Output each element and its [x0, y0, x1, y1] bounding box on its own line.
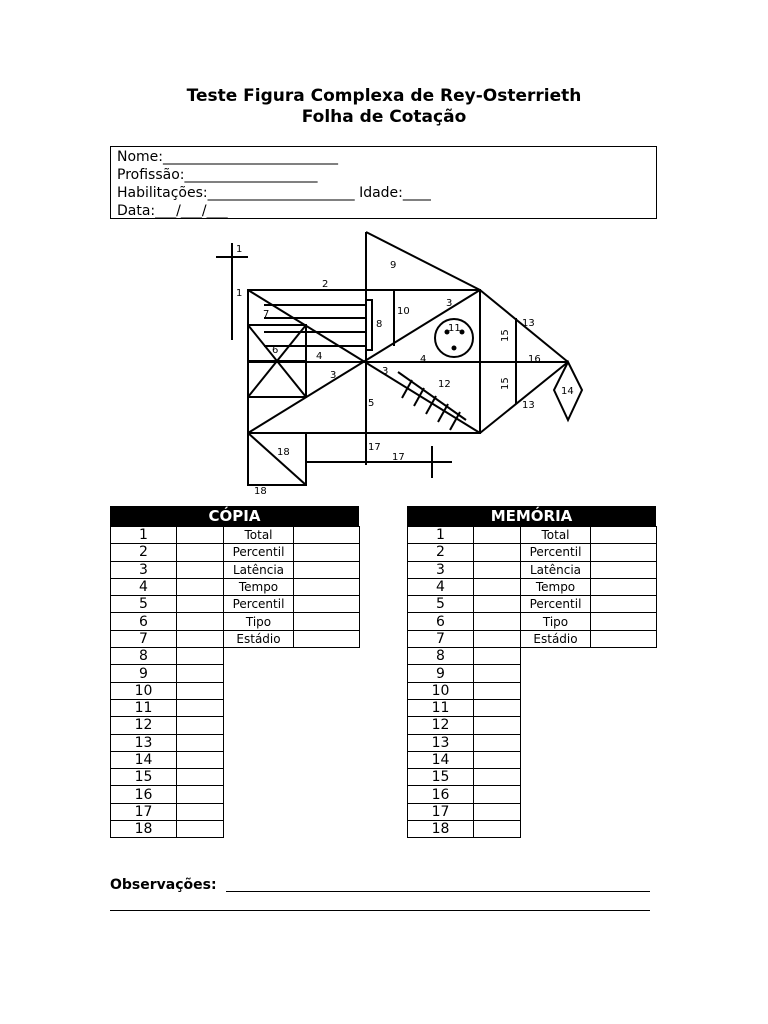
score-row	[111, 821, 360, 838]
figure-label: 6	[272, 345, 279, 356]
item-score-cell[interactable]	[177, 561, 224, 578]
figure-line	[480, 362, 568, 433]
habilitacoes-field[interactable]: Habilitações:_____________________ Idade:____	[117, 185, 431, 201]
summary-label: Total	[224, 527, 294, 544]
empty-cell	[224, 665, 360, 682]
empty-cell	[224, 682, 360, 699]
item-score-cell[interactable]	[474, 665, 521, 682]
item-number: 1	[408, 527, 474, 544]
profissao-field[interactable]: Profissão:___________________	[117, 167, 318, 183]
item-number: 12	[111, 717, 177, 734]
score-row	[408, 648, 657, 665]
summary-label: Estádio	[224, 630, 294, 647]
item-score-cell[interactable]	[177, 821, 224, 838]
empty-cell	[521, 786, 657, 803]
score-row	[111, 717, 360, 734]
item-number: 8	[408, 648, 474, 665]
figure-label: 13	[522, 400, 535, 411]
figure-label: 10	[397, 306, 410, 317]
figure-label: 3	[330, 370, 337, 381]
item-score-cell[interactable]	[474, 751, 521, 768]
item-number: 2	[408, 544, 474, 561]
empty-cell	[224, 786, 360, 803]
item-number: 3	[111, 561, 177, 578]
score-row	[408, 734, 657, 751]
page-subtitle: Folha de Cotação	[301, 107, 467, 127]
item-number: 5	[111, 596, 177, 613]
item-score-cell[interactable]	[474, 613, 521, 630]
copia-header: CÓPIA	[110, 506, 359, 526]
empty-cell	[224, 734, 360, 751]
item-score-cell[interactable]	[474, 717, 521, 734]
figure-label: 17	[368, 442, 381, 453]
summary-label: Tempo	[224, 578, 294, 595]
summary-value-cell[interactable]	[294, 544, 360, 561]
item-number: 10	[111, 682, 177, 699]
item-number: 1	[111, 527, 177, 544]
item-score-cell[interactable]	[177, 578, 224, 595]
item-number: 10	[408, 682, 474, 699]
item-score-cell[interactable]	[177, 613, 224, 630]
item-number: 2	[111, 544, 177, 561]
item-score-cell[interactable]	[474, 682, 521, 699]
empty-cell	[521, 803, 657, 820]
item-number: 16	[111, 786, 177, 803]
score-row	[111, 630, 360, 647]
item-number: 7	[408, 630, 474, 647]
item-number: 4	[408, 578, 474, 595]
score-row	[408, 630, 657, 647]
summary-value-cell[interactable]	[591, 561, 657, 578]
score-row	[111, 682, 360, 699]
summary-value-cell[interactable]	[294, 561, 360, 578]
item-score-cell[interactable]	[177, 803, 224, 820]
summary-label: Percentil	[521, 596, 591, 613]
empty-cell	[521, 682, 657, 699]
figure-line	[398, 372, 466, 420]
nome-field[interactable]: Nome:_________________________	[117, 149, 339, 165]
summary-label: Tipo	[224, 613, 294, 630]
figure-line	[248, 433, 306, 485]
item-number: 15	[408, 769, 474, 786]
item-number: 5	[408, 596, 474, 613]
score-row	[408, 665, 657, 682]
summary-value-cell[interactable]	[591, 596, 657, 613]
figure-label: 4	[420, 354, 427, 365]
empty-cell	[224, 717, 360, 734]
item-score-cell[interactable]	[177, 630, 224, 647]
observacoes-label: Observações:	[110, 877, 217, 893]
summary-value-cell[interactable]	[294, 596, 360, 613]
figure-label: 1	[236, 288, 243, 299]
empty-cell	[521, 769, 657, 786]
score-row	[111, 648, 360, 665]
figure-label: 9	[390, 260, 397, 271]
item-number: 13	[408, 734, 474, 751]
score-row	[111, 527, 360, 544]
score-row	[408, 769, 657, 786]
empty-cell	[224, 821, 360, 838]
item-score-cell[interactable]	[474, 769, 521, 786]
figure-label: 5	[368, 398, 375, 409]
figure-label: 11	[448, 323, 461, 334]
empty-cell	[521, 699, 657, 716]
score-row	[111, 751, 360, 768]
observacoes-line-2[interactable]	[110, 896, 650, 911]
item-score-cell[interactable]	[474, 561, 521, 578]
item-score-cell[interactable]	[474, 527, 521, 544]
item-number: 18	[408, 821, 474, 838]
summary-label: Percentil	[521, 544, 591, 561]
figure-label: 8	[376, 319, 383, 330]
item-score-cell[interactable]	[474, 544, 521, 561]
item-score-cell[interactable]	[177, 648, 224, 665]
summary-label: Latência	[224, 561, 294, 578]
empty-cell	[521, 665, 657, 682]
score-row	[111, 699, 360, 716]
figure-label: 2	[322, 279, 329, 290]
item-score-cell[interactable]	[177, 769, 224, 786]
empty-cell	[521, 821, 657, 838]
figure-label: 7	[263, 309, 270, 320]
figure-label: 18	[254, 486, 267, 497]
item-number: 3	[408, 561, 474, 578]
item-number: 11	[111, 699, 177, 716]
figure-dot	[452, 346, 457, 351]
item-score-cell[interactable]	[177, 699, 224, 716]
empty-cell	[224, 769, 360, 786]
item-score-cell[interactable]	[177, 544, 224, 561]
item-number: 9	[111, 665, 177, 682]
summary-label: Tempo	[521, 578, 591, 595]
score-row	[111, 665, 360, 682]
item-number: 17	[111, 803, 177, 820]
empty-cell	[521, 648, 657, 665]
figure-label: 12	[438, 379, 451, 390]
item-number: 16	[408, 786, 474, 803]
empty-cell	[224, 648, 360, 665]
empty-cell	[224, 699, 360, 716]
summary-value-cell[interactable]	[294, 527, 360, 544]
score-row	[408, 544, 657, 561]
item-score-cell[interactable]	[474, 596, 521, 613]
item-score-cell[interactable]	[474, 803, 521, 820]
copia-score-table	[110, 526, 360, 838]
summary-label: Tipo	[521, 613, 591, 630]
empty-cell	[521, 717, 657, 734]
score-row	[111, 561, 360, 578]
summary-value-cell[interactable]	[294, 578, 360, 595]
item-number: 9	[408, 665, 474, 682]
empty-cell	[224, 751, 360, 768]
item-number: 4	[111, 578, 177, 595]
item-score-cell[interactable]	[177, 786, 224, 803]
score-row	[408, 803, 657, 820]
figure-label: 3	[446, 298, 453, 309]
figure-label: 14	[561, 386, 574, 397]
figure-label: 15	[500, 329, 511, 342]
item-score-cell[interactable]	[177, 665, 224, 682]
score-row	[111, 596, 360, 613]
figure-label: 4	[316, 351, 323, 362]
summary-value-cell[interactable]	[591, 544, 657, 561]
summary-value-cell[interactable]	[591, 630, 657, 647]
item-score-cell[interactable]	[474, 786, 521, 803]
summary-value-cell[interactable]	[591, 578, 657, 595]
item-score-cell[interactable]	[474, 648, 521, 665]
figure-label: 13	[522, 318, 535, 329]
summary-value-cell[interactable]	[294, 630, 360, 647]
memoria-score-table	[407, 526, 657, 838]
data-field[interactable]: Data:___/___/___	[117, 203, 228, 219]
score-row	[111, 803, 360, 820]
item-number: 6	[111, 613, 177, 630]
item-score-cell[interactable]	[474, 699, 521, 716]
summary-label: Latência	[521, 561, 591, 578]
figure-line	[366, 232, 480, 290]
item-number: 13	[111, 734, 177, 751]
item-score-cell[interactable]	[474, 578, 521, 595]
score-row	[408, 821, 657, 838]
item-number: 8	[111, 648, 177, 665]
item-score-cell[interactable]	[177, 527, 224, 544]
score-row	[408, 561, 657, 578]
item-number: 11	[408, 699, 474, 716]
score-row	[408, 596, 657, 613]
score-row	[111, 613, 360, 630]
item-number: 17	[408, 803, 474, 820]
score-row	[408, 786, 657, 803]
item-score-cell[interactable]	[474, 734, 521, 751]
item-score-cell[interactable]	[177, 734, 224, 751]
score-row	[111, 786, 360, 803]
summary-value-cell[interactable]	[591, 527, 657, 544]
figure-label: 15	[500, 377, 511, 390]
summary-label: Total	[521, 527, 591, 544]
page-title: Teste Figura Complexa de Rey-Osterrieth	[186, 86, 582, 106]
item-score-cell[interactable]	[474, 821, 521, 838]
summary-label: Percentil	[224, 544, 294, 561]
score-row	[111, 578, 360, 595]
item-number: 14	[111, 751, 177, 768]
item-score-cell[interactable]	[177, 682, 224, 699]
memoria-header: MEMÓRIA	[407, 506, 656, 526]
empty-cell	[224, 803, 360, 820]
item-score-cell[interactable]	[177, 717, 224, 734]
empty-cell	[521, 734, 657, 751]
item-score-cell[interactable]	[177, 751, 224, 768]
score-row	[111, 544, 360, 561]
score-row	[408, 578, 657, 595]
score-row	[408, 699, 657, 716]
item-number: 7	[111, 630, 177, 647]
item-score-cell[interactable]	[474, 630, 521, 647]
figure-label: 3	[382, 366, 389, 377]
score-row	[111, 734, 360, 751]
figure-label: 1	[236, 244, 243, 255]
summary-value-cell[interactable]	[294, 613, 360, 630]
score-row	[111, 769, 360, 786]
figure-label: 16	[528, 354, 541, 365]
score-row	[408, 527, 657, 544]
empty-cell	[521, 751, 657, 768]
figure-label: 17	[392, 452, 405, 463]
item-number: 14	[408, 751, 474, 768]
item-number: 15	[111, 769, 177, 786]
score-row	[408, 682, 657, 699]
figure-label: 18	[277, 447, 290, 458]
score-row	[408, 717, 657, 734]
summary-value-cell[interactable]	[591, 613, 657, 630]
observacoes-line-1[interactable]	[226, 877, 650, 892]
item-number: 6	[408, 613, 474, 630]
score-row	[408, 751, 657, 768]
item-number: 18	[111, 821, 177, 838]
item-number: 12	[408, 717, 474, 734]
summary-label: Percentil	[224, 596, 294, 613]
score-row	[408, 613, 657, 630]
item-score-cell[interactable]	[177, 596, 224, 613]
summary-label: Estádio	[521, 630, 591, 647]
